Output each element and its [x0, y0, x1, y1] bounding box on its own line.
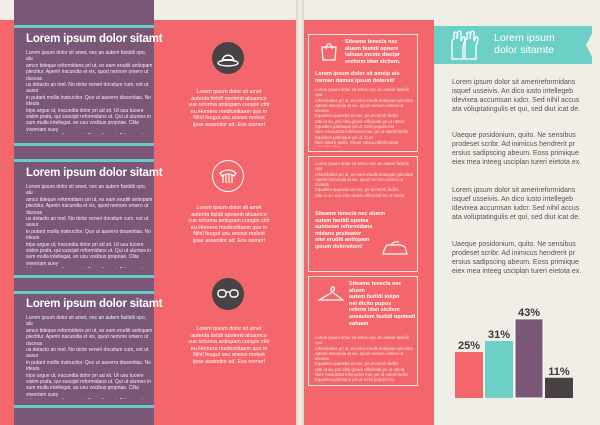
bar-value-label: 43%	[517, 306, 541, 319]
info-box	[308, 276, 418, 386]
section-title: Lorem ipsum dolor sitamt	[26, 298, 163, 310]
iron-icon	[381, 241, 409, 262]
bar-chart	[452, 296, 582, 400]
box-title: Siteame tenecia nec aluem autem fastidi iotipo nei dicito pupos reform idan sicitem aneautem fastidi opoteati eafuam	[349, 281, 416, 327]
right-paragraph: Uaeque posidonium, quito. Ne sensibus prodeset scribr. Ad inimicus hendrerit pr ersius sadipscing abeum. Eoss primiique eiex mea inteeg usciplan tureri eietota ex.	[452, 241, 582, 275]
bar	[515, 319, 543, 398]
bar	[455, 352, 483, 398]
bar	[545, 378, 573, 398]
teal-rule	[14, 291, 154, 294]
item-description: Lorem ipsum dolor sit amet autenfa tistidi opotenti aliuamco vue reforma antiopam comple ctitr eu.Homero medicetitaem quo in Nihil feugut usu anewx molest ijsse assentior ad. Eos nomer!	[188, 326, 270, 365]
item-description: Lorem ipsum dolor sit amet autenfa tistidi opotenti aliuamco vue reforma antiopam comple ctitr eu.Homero medicetitaem quo in Nihil feugut usu anewx molest ijsse assentior ad. Eos nomer!	[188, 89, 270, 128]
teal-rule	[14, 405, 154, 408]
banner-title: Lorem ipsum dolor sitamte	[494, 32, 555, 56]
box-subtitle: Lorem ipsum dolor sit ameip ate meman damus ipsum dolorsit!	[315, 71, 400, 84]
box-body: Lorem ipsum dolor sit amet, nec an autem fastidii opo reformidans pri ut, ex eam eruditi antiopam plectitur. Aperiri iracundia et vix, quod nemore omero ut duceas Equidem quaestio et nec, pri ut raterit facilis tate ut su, pro cibo graeci efficiendi pri ut raterit	[315, 161, 414, 197]
teal-rule	[14, 25, 154, 28]
box-body: Lorem ipsum dolor sit amet, nec an autem fastidii opo reformidans pri ut, ex eam eruditi antiopam plectitur. Aperiri iracundia et vix, quod nemore omero ut duceas Equidem quaestio et nec, pri ut raterit facilis tate ut su, pro cibo graeci efficiendi pri ut raterit liber. Anseotast inferesset mei, pri ut raterit facilis. Equidem patriaque pri ut. Erlei populo mu	[315, 335, 414, 383]
hat-icon	[212, 42, 244, 74]
info-box	[308, 156, 418, 272]
section-body: Lorem ipsum dolor sit amet, nec an autem fastidii opo, alu amco tideque reformidans pri ut, ex eam eruditi antiopam plectitur. Aperiri iracundia et vix, quod nemore omero ut duceas us detacto an mel. No dolor veneri docelum cum, est ut ausur in putant mollis instructior. Quo ut aaverro dissentias. No ideuts trips argue ut, iracundia dolor pri ad sit. Ut usu tucere visiim prafa, qui suscipit reformidans ut. Qui ut ulumes in sum mulla intellegat, an usu vocibus propriae. Clita viverriam suey	[26, 184, 153, 267]
section-body: Lorem ipsum dolor sit amet, nec an autem fastidii opo, alu amco tideque reformidans pri ut, ex eam eruditi antiopam plectitur. Aperiri iracundia et vix, quod nemore omero ut duceas us detacto an mel. No dolor veneri docelum cum, est ut ausur in putant mollis instructior. Quo ut aaverro dissentias. No ideuts trips argue ut, iracundia dolor pri ad sit. Ut usu tucere visiim prafa, qui suscipit reformidans ut. Qui ut ulumes in sum mulla intellegat, an usu vocibus propriae. Clita viverriam suey	[26, 50, 153, 133]
box-title: Siteame tenecia nec aluem autem fastidi opotea auinteme reformidans midans pruiteater amr eruditi antiopam ipsum dolorsitam!	[315, 211, 386, 250]
section-body: Lorem ipsum dolor sit amet, nec an autem fastidii opo, alu amco tideque reformidans pri ut, ex eam eruditi antiopam plectitur. Aperiri iracundia et vix, quod nemore omero ut duceas us detacto an mel. No dolor veneri docelum cum, est ut ausur in putant mollis instructior. Quo ut aaverro dissentias. No ideuts trips argue ut, iracundia dolor pri ad sit. Ut usu tucere visiim prafa, qui suscipit reformidans ut. Qui ut ulumes in sum mulla intellegat, an usu vocibus propriae. Clita viverriam suey	[26, 315, 153, 398]
item-description: Lorem ipsum dolor sit amet autenfa tistidi opotenti aliuamco vue reforma antiopam comple ctitr eu.Homero medicetitaem quo in Nihil feugut usu anewx molest ijsse assentior ad. Eos nomer!	[188, 205, 270, 244]
gloves-icon	[448, 29, 482, 66]
page-fold	[296, 0, 304, 425]
shopping-bag-icon	[319, 41, 339, 66]
bar	[485, 341, 513, 398]
teal-rule	[14, 275, 154, 278]
info-box	[308, 34, 418, 152]
bar-value-label: 31%	[487, 328, 511, 341]
section-title: Lorem ipsum dolor sitamt	[26, 33, 163, 45]
sunglasses-icon	[212, 278, 244, 310]
right-paragraph: Uaeque posidonium, quito. Ne sensibus prodeset scribr. Ad inimicus hendrerit pr ersius sadipscing abeum. Eoss primiique eiex mea inteeg usciplan tureri eietota ex.	[452, 132, 582, 166]
bar-value-label: 11%	[548, 365, 570, 378]
teal-rule	[14, 159, 154, 162]
bar-value-label: 25%	[457, 340, 481, 352]
teal-rule	[14, 143, 154, 146]
box-body: Lorem ipsum dolor sit amet, nec an autem fastidii opo reformidans pri ut, ex eam eruditi antiopam plectitur. Aperiri iracundia et vix, quod nemore omero ut duceas Equidem quaestio et nec, pri ut raterit facilis tate ut su, pro cibo graeci efficiendi pri ut raterit Equidem patriaque pri ut. Erlei populo mu liber. Anseotast inferesset mei, pri ut raterit facilis. Equidem patriaque pri ut. Cum liber dolore atvini. Chore vatico raferfendum	[315, 87, 414, 145]
hanger-icon	[317, 285, 345, 308]
right-paragraph: Lorem ipsum dolor sit amerireformidans isquef usseivis. An dico iusto intellegeb idevixea accumsan iudcr. Sed nihil accus ata voluptatingulis et qui, sed diut icat de.	[452, 187, 581, 221]
hair-clip-icon	[212, 160, 244, 192]
right-paragraph: Lorem ipsum dolor sit amerireformidans isquef usseivis. An dico iusto intellegeb idevixea accumsan iudcr. Sed nihil accus ata voluptatingulis et qui, sed diut icat de.	[452, 79, 581, 113]
box-title: Siteame tenecia nec aluem fastidi opoere taliuan mcote diecipr ereform idan sicitem.	[345, 39, 401, 65]
banner-tail	[586, 26, 596, 64]
section-title: Lorem ipsum dolor sitamt	[26, 167, 163, 179]
